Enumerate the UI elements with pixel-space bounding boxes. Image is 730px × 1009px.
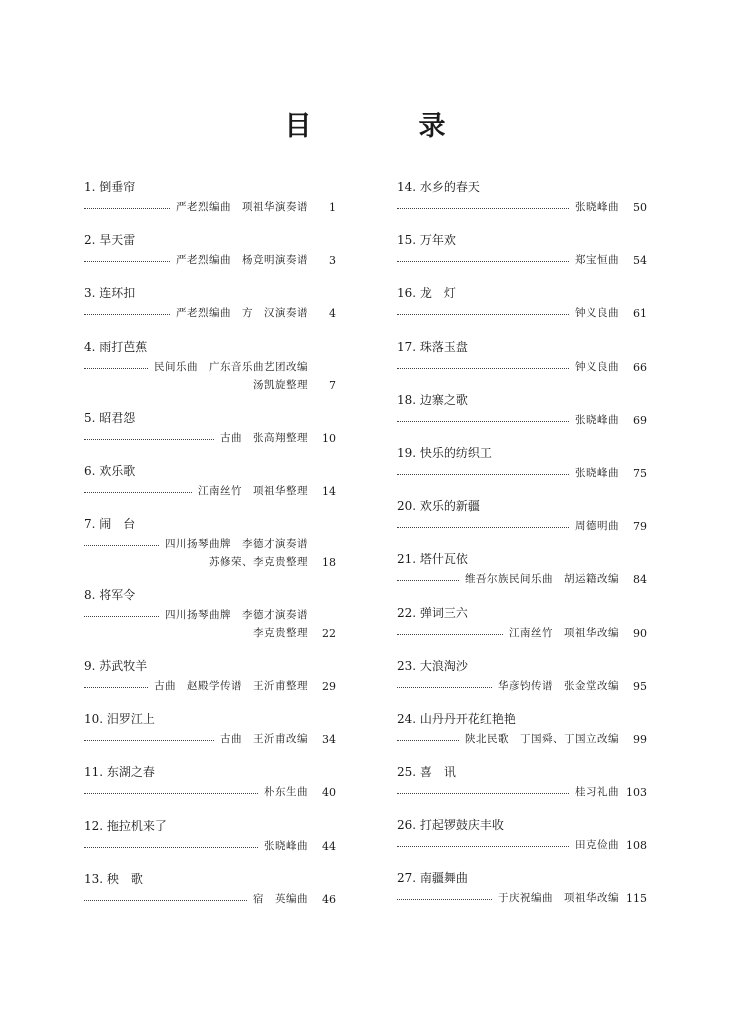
dot-leader <box>84 847 258 848</box>
entry-page-number: 14 <box>322 484 336 498</box>
entry-credit: 四川扬琴曲牌 李德才演奏谱 <box>165 537 308 550</box>
dot-leader <box>84 368 148 369</box>
entry-credit: 钟义良曲 <box>575 360 619 373</box>
dot-leader <box>84 687 148 688</box>
toc-entry[interactable] <box>84 462 336 515</box>
entry-page-number: 29 <box>322 679 336 693</box>
entry-page-number: 46 <box>322 892 336 906</box>
entry-leader-line <box>397 409 647 427</box>
entry-title: 9. 苏武牧羊 <box>84 658 148 673</box>
dot-leader <box>397 314 569 315</box>
entry-page-number: 66 <box>633 360 647 374</box>
entry-credit: 田克俭曲 <box>575 839 619 852</box>
dot-leader <box>397 527 569 528</box>
dot-leader <box>84 314 170 315</box>
entry-leader-line <box>397 515 647 533</box>
toc-entry[interactable] <box>397 869 647 922</box>
entry-leader-line <box>397 675 647 693</box>
entry-title: 3. 连环扣 <box>84 286 136 301</box>
toc-entry[interactable] <box>84 710 336 763</box>
dot-leader <box>84 740 214 741</box>
toc-entry[interactable] <box>84 409 336 462</box>
entry-page-number: 22 <box>322 626 336 640</box>
entry-page-number: 79 <box>633 520 647 534</box>
entry-leader-line <box>84 480 336 498</box>
dot-leader <box>397 634 503 635</box>
dot-leader <box>84 545 159 546</box>
entry-page-number: 54 <box>633 254 647 268</box>
entry-leader-line <box>84 356 336 374</box>
entry-title: 22. 弹词三六 <box>397 605 468 620</box>
entry-title: 7. 闹 台 <box>84 516 136 531</box>
entry-credit: 郑宝恒曲 <box>575 254 619 267</box>
dot-leader <box>397 899 492 900</box>
dot-leader <box>84 793 258 794</box>
entry-title: 14. 水乡的春天 <box>397 180 480 194</box>
entry-credit-line2 <box>84 622 336 640</box>
entry-leader-line <box>84 835 336 853</box>
entry-credit: 严老烈编曲 项祖华演奏谱 <box>176 201 308 213</box>
toc-entry[interactable] <box>84 586 336 657</box>
entry-leader-line <box>84 533 336 551</box>
entry-credit: 古曲 张高翔整理 <box>220 431 308 444</box>
dot-leader <box>397 208 569 209</box>
toc-column-right <box>397 178 647 923</box>
entry-credit: 严老烈编曲 杨竞明演奏谱 <box>176 254 308 267</box>
toc-entry[interactable] <box>397 763 647 816</box>
entry-credit: 严老烈编曲 方 汉演奏谱 <box>176 307 308 320</box>
entry-leader-line <box>84 604 336 622</box>
toc-entry[interactable] <box>84 657 336 710</box>
dot-leader <box>84 492 192 493</box>
entry-credit: 维吾尔族民间乐曲 胡运籍改编 <box>465 573 619 586</box>
entry-page-number: 115 <box>626 892 647 906</box>
entry-leader-line <box>84 888 336 906</box>
dot-leader <box>84 616 159 617</box>
dot-leader <box>84 900 247 901</box>
entry-leader-line <box>397 302 647 320</box>
entry-leader-line <box>397 781 647 799</box>
entry-credit-line2 <box>84 551 336 569</box>
toc-entry[interactable] <box>397 444 647 497</box>
entry-credit: 张晓峰曲 <box>575 201 619 213</box>
entry-page-number: 84 <box>633 573 647 587</box>
entry-title: 6. 欢乐歌 <box>84 463 136 478</box>
toc-entry[interactable] <box>397 710 647 763</box>
entry-credit: 钟义良曲 <box>575 307 619 320</box>
entry-leader-line <box>84 728 336 746</box>
entry-credit-secondary: 汤凯旋整理 <box>253 378 308 391</box>
entry-title: 10. 汨罗江上 <box>84 712 155 727</box>
toc-entry[interactable] <box>84 284 336 337</box>
entry-credit: 张晓峰曲 <box>575 466 619 479</box>
entry-title: 2. 旱天雷 <box>84 233 136 248</box>
entry-page-number: 3 <box>329 254 336 268</box>
dot-leader <box>397 474 569 475</box>
entry-credit: 周德明曲 <box>575 520 619 533</box>
entry-title: 15. 万年欢 <box>397 233 456 248</box>
entry-title: 17. 珠落玉盘 <box>397 339 468 354</box>
dot-leader <box>397 580 459 581</box>
entry-title: 5. 昭君怨 <box>84 410 136 425</box>
entry-page-number: 40 <box>322 786 336 800</box>
dot-leader <box>397 793 569 794</box>
entry-credit: 陕北民歌 丁国舜、丁国立改编 <box>465 732 619 745</box>
entry-credit: 古曲 赵殿学传谱 王沂甫整理 <box>154 679 308 692</box>
entry-page-number: 50 <box>633 201 647 214</box>
dot-leader <box>397 740 459 741</box>
entry-credit: 于庆祝编曲 项祖华改编 <box>498 892 619 905</box>
entry-title: 4. 雨打芭蕉 <box>84 339 148 354</box>
entry-page-number: 34 <box>322 733 336 747</box>
entry-title: 25. 喜 讯 <box>397 765 456 780</box>
toc-entry[interactable] <box>397 816 647 869</box>
entry-title: 19. 快乐的纺织工 <box>397 445 492 460</box>
entry-page-number: 99 <box>633 732 647 746</box>
dot-leader <box>84 208 170 209</box>
entry-credit-line2 <box>84 374 336 392</box>
entry-page-number: 18 <box>322 555 336 569</box>
entry-leader-line <box>397 834 647 852</box>
entry-leader-line <box>397 356 647 374</box>
toc-entry[interactable] <box>84 763 336 816</box>
dot-leader <box>397 846 569 847</box>
entry-leader-line <box>84 302 336 320</box>
entry-title: 13. 秧 歌 <box>84 871 143 886</box>
toc-entry[interactable] <box>84 231 336 284</box>
entry-page-number: 1 <box>329 201 336 214</box>
entry-title: 11. 东湖之春 <box>84 765 155 780</box>
toc-entry[interactable] <box>397 604 647 657</box>
entry-credit: 江南丝竹 项祖华改编 <box>509 626 619 639</box>
entry-title: 12. 拖拉机来了 <box>84 818 167 833</box>
entry-page-number: 10 <box>322 431 336 445</box>
toc-entry[interactable] <box>84 338 336 409</box>
entry-credit: 张晓峰曲 <box>575 413 619 426</box>
toc-entry[interactable] <box>84 515 336 586</box>
toc-entry[interactable] <box>397 550 647 603</box>
toc-entry[interactable] <box>84 817 336 870</box>
entry-credit: 朴东生曲 <box>264 786 308 799</box>
entry-page-number: 4 <box>329 307 336 321</box>
entry-leader-line <box>397 568 647 586</box>
toc-entry[interactable] <box>397 284 647 337</box>
toc-column-left <box>84 178 336 923</box>
entry-title: 24. 山丹丹开花红艳艳 <box>397 711 516 726</box>
entry-credit: 张晓峰曲 <box>264 839 308 852</box>
entry-page-number: 44 <box>322 839 336 853</box>
entry-page-number: 7 <box>329 378 336 392</box>
entry-title: 26. 打起锣鼓庆丰收 <box>397 818 504 833</box>
entry-page-number: 103 <box>626 786 647 800</box>
entry-leader-line <box>397 462 647 480</box>
toc-entry[interactable] <box>397 178 647 231</box>
entry-page-number: 95 <box>633 679 647 693</box>
entry-leader-line <box>397 887 647 905</box>
entry-title: 1. 倒垂帘 <box>84 180 136 194</box>
entry-credit: 江南丝竹 项祖华整理 <box>198 484 308 497</box>
dot-leader <box>397 261 569 262</box>
entry-title: 23. 大浪淘沙 <box>397 658 468 673</box>
entry-leader-line <box>84 427 336 445</box>
entry-page-number: 108 <box>626 839 647 853</box>
entry-page-number: 90 <box>633 626 647 640</box>
toc-entry[interactable] <box>397 497 647 550</box>
entry-credit: 桂习礼曲 <box>575 786 619 799</box>
toc-entry[interactable] <box>397 657 647 710</box>
entry-leader-line <box>84 249 336 267</box>
toc-entry[interactable] <box>84 870 336 923</box>
entry-credit-secondary: 苏修荣、李克贵整理 <box>209 555 308 568</box>
toc-entry[interactable] <box>84 178 336 231</box>
entry-page-number: 69 <box>633 413 647 427</box>
entry-leader-line <box>397 249 647 267</box>
entry-title: 27. 南疆舞曲 <box>397 871 468 886</box>
entry-leader-line <box>397 196 647 214</box>
entry-credit: 四川扬琴曲牌 李德才演奏谱 <box>165 608 308 621</box>
dot-leader <box>84 439 214 440</box>
toc-entry[interactable] <box>397 231 647 284</box>
entry-leader-line <box>397 622 647 640</box>
entry-title: 16. 龙 灯 <box>397 286 456 301</box>
page-title: 目 录 <box>284 111 486 142</box>
entry-credit: 华彦钧传谱 张金堂改编 <box>498 679 619 692</box>
toc-entry[interactable] <box>397 338 647 391</box>
dot-leader <box>397 421 569 422</box>
entry-credit-secondary: 李克贵整理 <box>253 626 308 639</box>
entry-credit: 民间乐曲 广东音乐曲艺团改编 <box>154 360 308 373</box>
entry-title: 21. 塔什瓦依 <box>397 552 468 567</box>
entry-leader-line <box>84 675 336 693</box>
toc-entry[interactable] <box>397 391 647 444</box>
entry-leader-line <box>397 728 647 746</box>
entry-title: 8. 将军令 <box>84 587 136 602</box>
dot-leader <box>397 368 569 369</box>
dot-leader <box>84 261 170 262</box>
entry-title: 20. 欢乐的新疆 <box>397 499 480 514</box>
entry-page-number: 61 <box>633 307 647 321</box>
entry-title: 18. 边寨之歌 <box>397 392 468 407</box>
entry-credit: 古曲 王沂甫改编 <box>220 733 308 746</box>
dot-leader <box>397 687 492 688</box>
entry-leader-line <box>84 781 336 799</box>
entry-credit: 宿 英编曲 <box>253 892 308 905</box>
entry-page-number: 75 <box>633 466 647 480</box>
entry-leader-line <box>84 196 336 214</box>
